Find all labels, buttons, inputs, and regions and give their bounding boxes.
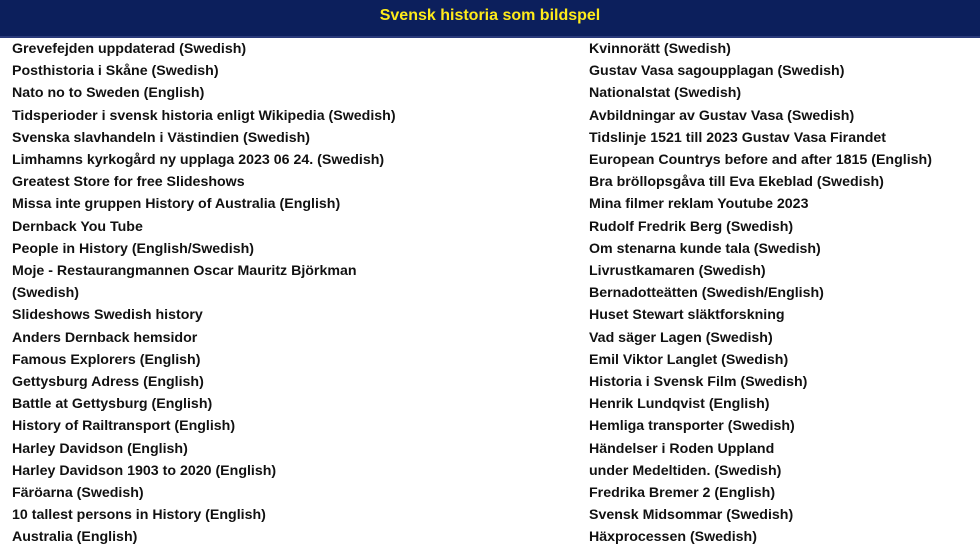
link-item[interactable]: 10 tallest persons in History (English) [12,507,266,524]
link-item[interactable]: Svenska slavhandeln i Västindien (Swedish) [12,129,311,146]
link-item[interactable]: Bernadotteätten (Swedish/English) [589,285,824,302]
link-item[interactable]: Dernback You Tube [12,218,143,235]
link-item[interactable]: Moje - Restaurangmannen Oscar Mauritz Björkman [12,263,357,280]
link-item[interactable]: Rudolf Fredrik Berg (Swedish) [589,218,794,235]
link-item[interactable]: Battle at Gettysburg (English) [12,396,213,413]
link-item[interactable]: Livrustkamaren (Swedish) [589,263,766,280]
link-item[interactable]: European Countrys before and after 1815 (English) [589,152,932,169]
link-item[interactable]: Fredrika Bremer 2 (English) [589,485,776,502]
link-item[interactable]: People in History (English/Swedish) [12,240,255,257]
link-item[interactable]: Mina filmer reklam Youtube 2023 [589,196,809,213]
link-item[interactable]: Historia i Svensk Film (Swedish) [589,374,808,391]
header-bar [0,0,980,38]
link-item[interactable]: (Swedish) [12,285,80,302]
link-item[interactable]: Missa inte gruppen History of Australia (English) [12,196,341,213]
link-item[interactable]: Australia (English) [12,529,138,546]
link-item[interactable]: Gustav Vasa sagoupplagan (Swedish) [589,63,845,80]
link-item[interactable]: Tidsperioder i svensk historia enligt Wikipedia (Swedish) [12,107,396,124]
link-item[interactable]: Färöarna (Swedish) [12,485,144,502]
link-item[interactable]: Tidslinje 1521 till 2023 Gustav Vasa Firandet [589,129,887,146]
link-item[interactable]: Greatest Store for free Slideshows [12,174,245,191]
link-item[interactable]: Slideshows Swedish history [12,307,203,324]
link-item[interactable]: Händelser i Roden Uppland [589,440,775,457]
left-link-list [12,38,572,549]
link-item[interactable]: Anders Dernback hemsidor [12,329,198,346]
right-link-list [589,38,974,549]
link-item[interactable]: Gettysburg Adress (English) [12,374,204,391]
link-item[interactable]: Bra bröllopsgåva till Eva Ekeblad (Swedish) [589,174,884,191]
link-item[interactable]: Huset Stewart släktforskning [589,307,785,324]
link-item[interactable]: Kvinnorätt (Swedish) [589,41,731,57]
link-item[interactable]: History of Railtransport (English) [12,418,236,435]
link-item[interactable]: Posthistoria i Skåne (Swedish) [12,63,219,80]
page-title: Svensk historia som bildspel [379,7,601,24]
link-item[interactable]: Häxprocessen (Swedish) [589,529,757,546]
link-item[interactable]: Grevefejden uppdaterad (Swedish) [12,41,247,57]
link-item[interactable]: Limhamns kyrkogård ny upplaga 2023 06 24. (Swedish) [12,152,385,169]
link-item[interactable]: Famous Explorers (English) [12,351,201,368]
link-item[interactable]: Nationalstat (Swedish) [589,85,742,102]
link-item[interactable]: Henrik Lundqvist (English) [589,396,770,413]
link-item[interactable]: Avbildningar av Gustav Vasa (Swedish) [589,107,855,124]
link-item[interactable]: Hemliga transporter (Swedish) [589,418,795,435]
link-item[interactable]: Harley Davidson (English) [12,440,188,457]
link-item[interactable]: Om stenarna kunde tala (Swedish) [589,240,821,257]
link-item[interactable]: Emil Viktor Langlet (Swedish) [589,351,789,368]
link-item[interactable]: Harley Davidson 1903 to 2020 (English) [12,462,277,479]
link-item[interactable]: Nato no to Sweden (English) [12,85,205,102]
link-item[interactable]: Vad säger Lagen (Swedish) [589,329,773,346]
link-item[interactable]: Svensk Midsommar (Swedish) [589,507,794,524]
link-item[interactable]: under Medeltiden. (Swedish) [589,462,782,479]
